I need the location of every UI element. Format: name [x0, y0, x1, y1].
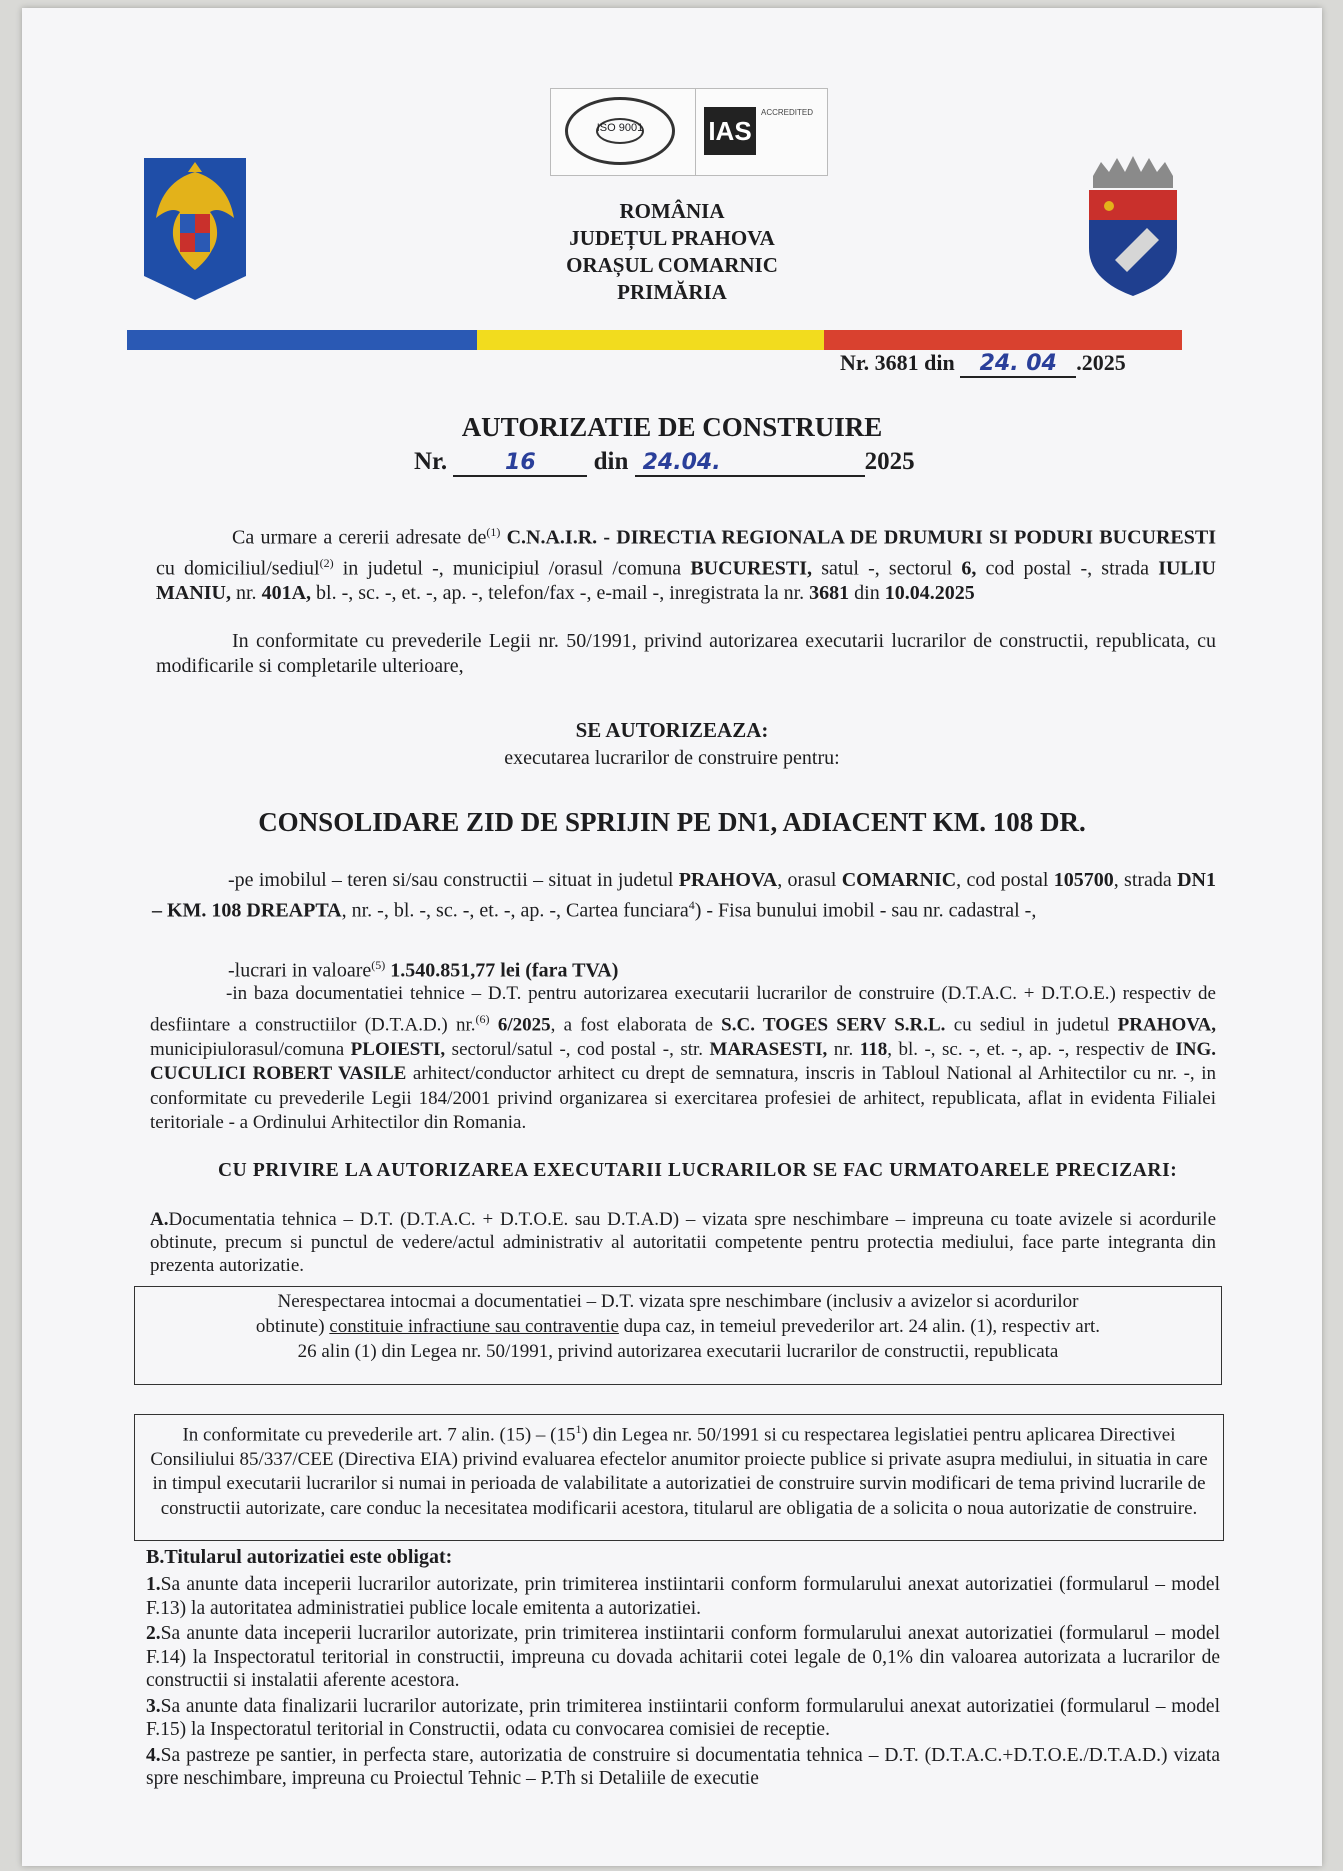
point-b-heading: B.Titularul autorizatiei este obligat:: [146, 1546, 453, 1568]
document-page: [22, 8, 1322, 1866]
authorization-number-handwritten: 16: [453, 450, 587, 477]
iso-seal-icon: ISO 9001: [565, 97, 675, 165]
works-value: -lucrari in valoare$^{(5)}$ 1.540.851,77 lei (fara TVA): [228, 958, 619, 982]
header-line-office: PRIMĂRIA: [617, 280, 727, 304]
authorize-heading: SE AUTORIZEAZA:: [575, 718, 769, 742]
issuer-header: [22, 198, 1322, 306]
precizari-heading: CU PRIVIRE LA AUTORIZAREA EXECUTARII LUCRARILOR SE FAC URMATOARELE PRECIZARI:: [218, 1160, 1178, 1181]
infringement-notice-box: Nerespectarea intocmai a documentatiei – D.T. vizata spre neschimbare (inclusiv a avizelor si acordurilor obtinute) constituie infractiune sau contraventie dupa caz, in temeiul prevederilor art. 24 alin. (1), respectiv art. 26 alin (1) din Legea nr. 50/1991, privind autorizarea executarii lucrarilor de constructii, republicata: [134, 1286, 1222, 1385]
technical-documentation-paragraph: -in baza documentatiei tehnice – D.T. pentru autorizarea executarii lucrarilor de construire (D.T.A.C. + D.T.O.E.) respectiv de desfiintare a constructiilor (D.T.A.D.) nr.$^{(6)}$ 6/2025, a fost elaborata de S.C. TOGES SERV S.R.L. cu sediul in judetul PRAHOVA, municipiulorasul/comuna PLOIESTI, sectorul/satul -, cod postal -, str. MARASESTI, nr. 118, bl. -, sc. -, et. -, ap. -, respectiv de ING. CUCULICI ROBERT VASILE arhitect/conductor arhitect cu drept de semnatura, inscris in Tabloul National al Arhitectilor cu nr. -, in conformitate cu prevederile Legii 184/2001 privind organizarea si exercitarea profesiei de arhitect, republicata, aflat in evidenta Filialei teritoriale - a Ordinului Arhitectilor din Romania.: [150, 983, 1217, 1134]
flag-stripe-red: [824, 330, 1182, 350]
flag-stripe-yellow: [477, 330, 824, 350]
authorization-date-handwritten: 24.04.: [635, 450, 865, 477]
document-title: AUTORIZATIE DE CONSTRUIRE: [461, 412, 883, 442]
ias-logo: IAS: [704, 107, 756, 155]
header-line-town: ORAȘUL COMARNIC: [566, 253, 778, 277]
legal-basis-paragraph: In conformitate cu prevederile Legii nr. 50/1991, privind autorizarea executarii lucrarilor de constructii, republicata, cu modificarile si completarile ulterioare,: [156, 630, 1216, 677]
list-item: 2.Sa anunte data inceperii lucrarilor autorizate, prin trimiterea instiintarii conform formularului anexat autorizatiei (formularul – model F.14) la Inspectoratul teritorial in constructii, impreuna cu dovada achitarii cotei legale de 0,1% din valoarea autorizata a lucrarilor de constructii si instalatii aferente acestora.: [146, 1623, 1220, 1691]
authorize-subheading: executarea lucrarilor de construire pentru:: [504, 747, 840, 769]
certification-logos: [550, 88, 828, 176]
list-item: 1.Sa anunte data inceperii lucrarilor autorizate, prin trimiterea instiintarii conform formularului anexat autorizatiei (formularul – model F.13) la autoritatea administratiei publice locale emitenta a autorizatiei.: [146, 1574, 1220, 1619]
list-item: 3.Sa anunte data finalizarii lucrarilor autorizate, prin trimiterea instiintarii conform formularului anexat autorizatiei (formularul – model F.15) la Inspectoratul teritorial in Constructii, odata cu convocarea comisiei de receptie.: [146, 1695, 1220, 1740]
flag-stripe-blue: [127, 330, 477, 350]
property-paragraph: -pe imobilul – teren si/sau constructii – situat in judetul PRAHOVA, orasul COMARNIC, cod postal 105700, strada DN1 – KM. 108 DREAPTA, nr. -, bl. -, sc. -, et. -, ap. -, Cartea funciara$^4$) - Fisa bunului imobil - sau nr. cadastral -,: [152, 869, 1216, 922]
project-title: CONSOLIDARE ZID DE SPRIJIN PE DN1, ADIACENT KM. 108 DR.: [258, 807, 1086, 837]
ias-accredited-note: ACCREDITED: [761, 108, 814, 117]
authorization-number-line: Nr. 16 din 24.04. 2025: [414, 448, 915, 475]
point-a: A.Documentatia tehnica – D.T. (D.T.A.C. + D.T.O.E. sau D.T.A.D) – vizata spre neschimbare – impreuna cu toate avizele si acordurile obtinute, precum si punctul de vedere/actul administrativ al autoritatii competente pentru protectia mediului, face parte integranta din prezenta autorizatie.: [150, 1209, 1216, 1276]
header-line-country: ROMÂNIA: [619, 199, 725, 223]
registration-date-handwritten: 24. 04: [960, 351, 1076, 378]
point-b-list: [146, 1573, 1220, 1791]
header-line-county: JUDEȚUL PRAHOVA: [569, 226, 775, 250]
applicant-paragraph: Ca urmare a cererii adresate $de^{(1)}$ C.N.A.I.R. - DIRECTIA REGIONALA DE DRUMURI SI PODURI BUCURESTI cu domiciliul/sediul$^{(2)}$ in judetul -, municipiul /orasul /comuna BUCURESTI, satul -, sectorul 6, cod postal -, strada IULIU MANIU, nr. 401A, bl. -, sc. -, et. -, ap. -, telefon/fax -, e-mail -, inregistrata la nr. 3681 din 10.04.2025: [156, 525, 1216, 605]
registration-number: Nr. 3681 din 24. 04 .2025: [840, 350, 1126, 376]
eia-directive-box: In conformitate cu prevederile art. 7 alin. $(15) - (15^1)$ din Legea nr. 50/1991 si cu respectarea legislatiei pentru aplicarea Directivei Consiliului 85/337/CEE (Directiva EIA) privind evaluarea efectelor anumitor proiecte publice si private asupra mediului, in situatia in care in timpul executarii lucrarilor si numai in perioada de valabilitate a autorizatiei de construire survin modificari de tema privind lucrarile de constructii autorizate, care conduc la necesitatea modificarii acestora, titularul are obligatia de a solicita o noua autorizatie de construire.: [134, 1414, 1224, 1541]
list-item: 4.Sa pastreze pe santier, in perfecta stare, autorizatia de construire si documentatia tehnica – D.T. (D.T.A.C.+D.T.O.E./D.T.A.D.) vizata spre neschimbare, impreuna cu Proiectul Tehnic – P.Th si Detaliile de executie: [146, 1744, 1220, 1789]
